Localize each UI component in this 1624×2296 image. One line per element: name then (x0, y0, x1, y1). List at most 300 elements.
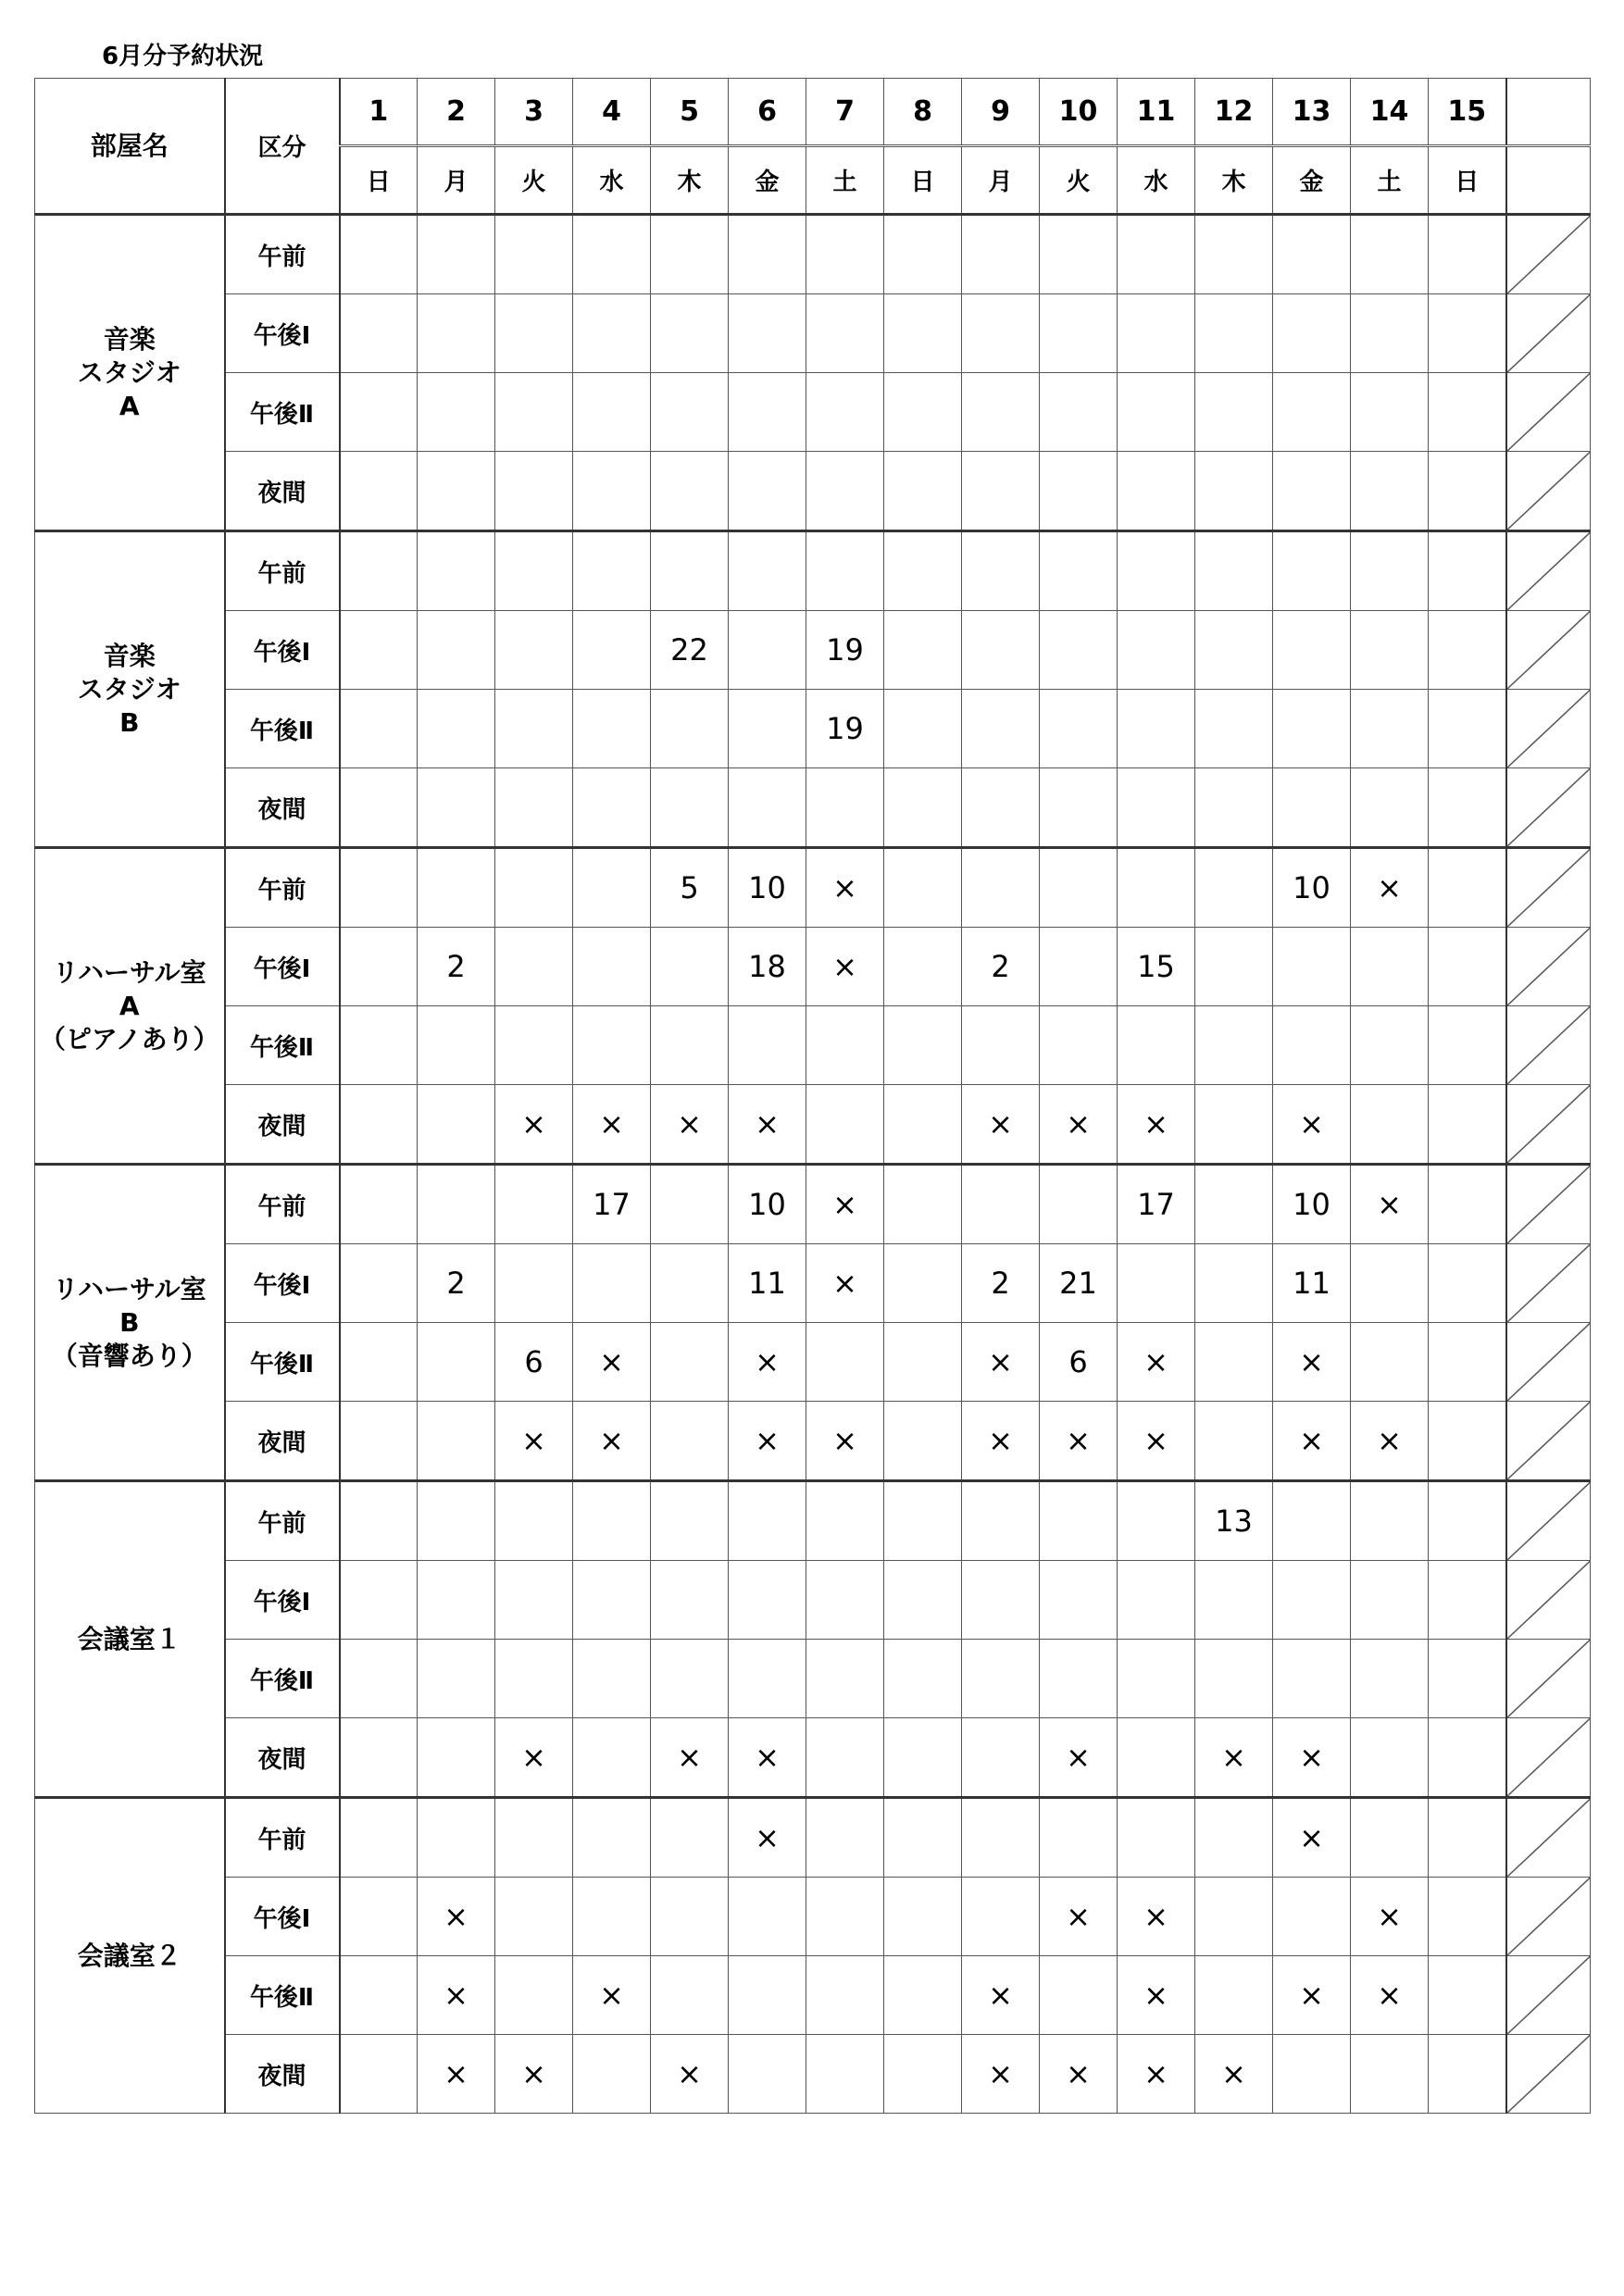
reservation-cell (806, 1561, 884, 1640)
day-number: 7 (806, 79, 884, 146)
slot-name: 夜間 (225, 452, 340, 531)
table-row (35, 452, 1591, 531)
room-name-line: リハーサル室 (52, 1273, 206, 1304)
reservation-cell: × (573, 1323, 651, 1402)
slot-name: 午後Ⅱ (225, 1006, 340, 1085)
room-name-line: B (119, 1306, 140, 1338)
reservation-cell (806, 215, 884, 294)
day-number: 1 (340, 79, 418, 146)
table-row (35, 2035, 1591, 2114)
weekday-label: 月 (962, 146, 1040, 215)
reservation-cell: × (1351, 848, 1429, 928)
room-name-line: （音響あり） (51, 1340, 207, 1371)
reservation-cell (495, 531, 573, 611)
day-number: 8 (884, 79, 962, 146)
reservation-cell (418, 1323, 495, 1402)
reservation-table (34, 78, 1591, 2114)
reservation-cell (1118, 531, 1195, 611)
room-name (35, 531, 225, 848)
reservation-cell: × (1195, 2035, 1273, 2114)
reservation-cell (1118, 1006, 1195, 1085)
reservation-cell (884, 1244, 962, 1323)
reservation-cell (573, 2035, 651, 2114)
reservation-cell (884, 452, 962, 531)
reservation-cell (495, 1165, 573, 1244)
reservation-cell (418, 215, 495, 294)
reservation-cell (1040, 1006, 1118, 1085)
reservation-cell (806, 1718, 884, 1798)
day-number: 11 (1118, 79, 1195, 146)
unused-cell (1506, 294, 1591, 373)
reservation-cell (573, 531, 651, 611)
reservation-cell (1273, 690, 1351, 768)
reservation-cell (573, 1006, 651, 1085)
reservation-cell (1273, 1481, 1351, 1561)
reservation-cell (418, 1798, 495, 1878)
reservation-cell: 2 (418, 1244, 495, 1323)
room-name (35, 1798, 225, 2114)
reservation-cell (1118, 373, 1195, 452)
reservation-cell (962, 294, 1040, 373)
reservation-cell (1040, 611, 1118, 690)
extra-column-header (1506, 146, 1591, 215)
reservation-cell: × (418, 1878, 495, 1956)
reservation-cell (495, 1244, 573, 1323)
reservation-cell (1040, 452, 1118, 531)
unused-cell (1506, 690, 1591, 768)
slot-name: 午前 (225, 1481, 340, 1561)
table-row (35, 373, 1591, 452)
reservation-cell (729, 2035, 806, 2114)
table-row (35, 1878, 1591, 1956)
reservation-cell (806, 294, 884, 373)
reservation-cell: × (1351, 1878, 1429, 1956)
table-row (35, 928, 1591, 1006)
reservation-cell: 2 (962, 928, 1040, 1006)
reservation-cell: 19 (806, 611, 884, 690)
reservation-cell (729, 373, 806, 452)
reservation-cell (418, 1481, 495, 1561)
reservation-cell: × (495, 1085, 573, 1165)
reservation-cell: × (418, 1956, 495, 2035)
reservation-cell (1429, 1640, 1506, 1718)
reservation-cell (495, 1878, 573, 1956)
reservation-cell: × (573, 1402, 651, 1481)
reservation-cell (1273, 452, 1351, 531)
reservation-cell: 10 (729, 1165, 806, 1244)
reservation-cell (1118, 768, 1195, 848)
reservation-cell: 10 (1273, 848, 1351, 928)
table-row (35, 1085, 1591, 1165)
room-name-line: A (119, 990, 140, 1021)
reservation-cell (1040, 1798, 1118, 1878)
day-number: 3 (495, 79, 573, 146)
reservation-cell (1351, 1798, 1429, 1878)
reservation-cell: 10 (729, 848, 806, 928)
reservation-cell (1351, 1718, 1429, 1798)
reservation-cell (806, 373, 884, 452)
reservation-cell (340, 690, 418, 768)
reservation-cell (418, 294, 495, 373)
weekday-label: 水 (573, 146, 651, 215)
unused-cell (1506, 611, 1591, 690)
unused-cell (1506, 215, 1591, 294)
reservation-cell (651, 1561, 729, 1640)
reservation-cell: 13 (1195, 1481, 1273, 1561)
reservation-cell (884, 768, 962, 848)
reservation-cell (1429, 1402, 1506, 1481)
reservation-cell: 5 (651, 848, 729, 928)
reservation-cell (418, 373, 495, 452)
day-number: 15 (1429, 79, 1506, 146)
reservation-cell: × (1040, 1878, 1118, 1956)
reservation-cell (1429, 2035, 1506, 2114)
reservation-cell (1351, 1640, 1429, 1718)
reservation-cell (1195, 1165, 1273, 1244)
reservation-cell (1118, 1798, 1195, 1878)
reservation-cell (1040, 531, 1118, 611)
reservation-cell (1040, 1561, 1118, 1640)
reservation-cell (1429, 1878, 1506, 1956)
reservation-cell (340, 1244, 418, 1323)
reservation-cell (884, 294, 962, 373)
reservation-cell (1429, 1165, 1506, 1244)
reservation-cell (573, 611, 651, 690)
reservation-cell (806, 1798, 884, 1878)
unused-cell (1506, 1006, 1591, 1085)
reservation-cell: × (1273, 1402, 1351, 1481)
reservation-cell (1040, 768, 1118, 848)
reservation-cell (962, 1640, 1040, 1718)
day-number: 2 (418, 79, 495, 146)
reservation-cell (340, 1561, 418, 1640)
reservation-cell (495, 373, 573, 452)
reservation-cell (495, 1640, 573, 1718)
reservation-cell (806, 1323, 884, 1402)
room-name-line: A (119, 390, 140, 421)
reservation-cell (962, 611, 1040, 690)
reservation-cell (340, 928, 418, 1006)
reservation-cell (340, 848, 418, 928)
reservation-cell: × (1195, 1718, 1273, 1798)
reservation-cell (651, 1956, 729, 2035)
reservation-cell (884, 1640, 962, 1718)
reservation-cell (1351, 531, 1429, 611)
reservation-cell (1273, 1878, 1351, 1956)
reservation-cell (495, 1481, 573, 1561)
reservation-cell (573, 768, 651, 848)
slot-header: 区分 (225, 79, 340, 215)
reservation-cell (1351, 294, 1429, 373)
reservation-cell (1118, 294, 1195, 373)
reservation-cell: × (651, 1085, 729, 1165)
reservation-cell (340, 531, 418, 611)
unused-cell (1506, 373, 1591, 452)
reservation-cell (1351, 611, 1429, 690)
reservation-cell (1195, 1956, 1273, 2035)
reservation-cell (1429, 928, 1506, 1006)
table-row (35, 1402, 1591, 1481)
reservation-cell (1351, 1561, 1429, 1640)
table-row (35, 611, 1591, 690)
reservation-cell (495, 928, 573, 1006)
weekday-label: 水 (1118, 146, 1195, 215)
reservation-cell: 22 (651, 611, 729, 690)
reservation-cell (651, 1878, 729, 1956)
reservation-cell (340, 1640, 418, 1718)
room-name-line: リハーサル室 (52, 956, 206, 988)
reservation-cell (340, 768, 418, 848)
reservation-cell (340, 1798, 418, 1878)
reservation-cell (884, 1561, 962, 1640)
weekday-label: 月 (418, 146, 495, 215)
reservation-cell (729, 1481, 806, 1561)
reservation-cell (1040, 690, 1118, 768)
reservation-cell (962, 1165, 1040, 1244)
reservation-cell (418, 1640, 495, 1718)
reservation-cell (1195, 690, 1273, 768)
day-number: 9 (962, 79, 1040, 146)
unused-cell (1506, 1956, 1591, 2035)
unused-cell (1506, 1481, 1591, 1561)
unused-cell (1506, 2035, 1591, 2114)
reservation-cell: × (1351, 1956, 1429, 2035)
reservation-cell (962, 373, 1040, 452)
reservation-cell (495, 690, 573, 768)
reservation-cell (1118, 452, 1195, 531)
reservation-cell: × (1040, 2035, 1118, 2114)
reservation-cell (651, 928, 729, 1006)
reservation-cell (884, 1323, 962, 1402)
reservation-cell (1429, 1323, 1506, 1402)
reservation-cell (1273, 1640, 1351, 1718)
reservation-cell (806, 1085, 884, 1165)
reservation-cell (962, 452, 1040, 531)
reservation-cell (1040, 294, 1118, 373)
reservation-cell (651, 1402, 729, 1481)
reservation-cell (340, 2035, 418, 2114)
slot-name: 午後Ⅰ (225, 1878, 340, 1956)
reservation-cell (1429, 848, 1506, 928)
reservation-cell (1429, 690, 1506, 768)
reservation-cell (806, 1481, 884, 1561)
reservation-cell (1040, 1956, 1118, 2035)
reservation-cell (573, 690, 651, 768)
table-row (35, 1718, 1591, 1798)
reservation-cell (495, 452, 573, 531)
reservation-cell (1273, 531, 1351, 611)
reservation-cell (651, 1165, 729, 1244)
reservation-cell (651, 690, 729, 768)
reservation-cell (1429, 1085, 1506, 1165)
reservation-cell (418, 690, 495, 768)
reservation-cell (573, 452, 651, 531)
table-row (35, 215, 1591, 294)
reservation-cell: × (573, 1085, 651, 1165)
reservation-cell (340, 1878, 418, 1956)
reservation-cell: 21 (1040, 1244, 1118, 1323)
reservation-cell (1351, 1481, 1429, 1561)
reservation-cell (1195, 611, 1273, 690)
slot-name: 午後Ⅰ (225, 928, 340, 1006)
day-number: 13 (1273, 79, 1351, 146)
reservation-cell (418, 1561, 495, 1640)
table-row (35, 1640, 1591, 1718)
weekday-label: 土 (1351, 146, 1429, 215)
slot-name: 午後Ⅰ (225, 1561, 340, 1640)
weekday-label: 日 (1429, 146, 1506, 215)
reservation-cell (1273, 373, 1351, 452)
reservation-cell (418, 768, 495, 848)
reservation-cell (651, 1640, 729, 1718)
reservation-cell: 2 (962, 1244, 1040, 1323)
room-header: 部屋名 (35, 79, 225, 215)
reservation-cell (1429, 373, 1506, 452)
reservation-cell (1195, 1640, 1273, 1718)
reservation-cell: × (1273, 1956, 1351, 2035)
reservation-cell (573, 1718, 651, 1798)
reservation-cell (1429, 1718, 1506, 1798)
slot-name: 午前 (225, 531, 340, 611)
reservation-cell (1195, 1402, 1273, 1481)
day-number: 12 (1195, 79, 1273, 146)
unused-cell (1506, 1878, 1591, 1956)
reservation-cell (1351, 1006, 1429, 1085)
room-name (35, 848, 225, 1165)
reservation-cell (573, 215, 651, 294)
reservation-cell (1351, 215, 1429, 294)
reservation-cell (884, 1481, 962, 1561)
reservation-cell (1273, 611, 1351, 690)
reservation-cell: × (495, 1718, 573, 1798)
reservation-cell (962, 768, 1040, 848)
reservation-cell: × (1118, 1085, 1195, 1165)
reservation-cell (1429, 1244, 1506, 1323)
slot-name: 夜間 (225, 1718, 340, 1798)
reservation-cell (1351, 928, 1429, 1006)
reservation-cell (1429, 1006, 1506, 1085)
reservation-cell (340, 1956, 418, 2035)
table-row (35, 1956, 1591, 2035)
unused-cell (1506, 928, 1591, 1006)
reservation-cell (1118, 848, 1195, 928)
weekday-label: 金 (729, 146, 806, 215)
reservation-cell (729, 1640, 806, 1718)
reservation-cell (1273, 1561, 1351, 1640)
weekday-label: 火 (495, 146, 573, 215)
reservation-cell (884, 1085, 962, 1165)
reservation-cell (1351, 452, 1429, 531)
reservation-cell (495, 848, 573, 928)
reservation-cell (884, 215, 962, 294)
reservation-cell (884, 1402, 962, 1481)
reservation-cell (1118, 1640, 1195, 1718)
slot-name: 夜間 (225, 768, 340, 848)
slot-name: 午後Ⅱ (225, 373, 340, 452)
table-row (35, 848, 1591, 928)
reservation-cell: × (806, 1402, 884, 1481)
reservation-cell (729, 452, 806, 531)
reservation-cell (1040, 848, 1118, 928)
reservation-cell: × (729, 1085, 806, 1165)
reservation-cell (418, 531, 495, 611)
reservation-cell (884, 1878, 962, 1956)
reservation-cell: 17 (1118, 1165, 1195, 1244)
reservation-cell: 6 (1040, 1323, 1118, 1402)
reservation-cell (651, 215, 729, 294)
reservation-cell: × (651, 2035, 729, 2114)
reservation-cell (651, 1798, 729, 1878)
reservation-cell (651, 1481, 729, 1561)
unused-cell (1506, 1561, 1591, 1640)
reservation-cell (495, 611, 573, 690)
page-title: 6月分予約状況 (102, 43, 264, 70)
day-number: 14 (1351, 79, 1429, 146)
reservation-cell (962, 1006, 1040, 1085)
reservation-cell (806, 1640, 884, 1718)
reservation-cell (1118, 1718, 1195, 1798)
reservation-cell: × (573, 1956, 651, 2035)
weekday-label: 金 (1273, 146, 1351, 215)
reservation-cell (884, 848, 962, 928)
reservation-cell (806, 452, 884, 531)
reservation-cell (806, 2035, 884, 2114)
reservation-cell (651, 452, 729, 531)
reservation-cell (573, 1640, 651, 1718)
reservation-cell (495, 215, 573, 294)
slot-name: 夜間 (225, 1402, 340, 1481)
reservation-cell (495, 1561, 573, 1640)
reservation-cell (1429, 1798, 1506, 1878)
table-row (35, 531, 1591, 611)
reservation-cell (1195, 1006, 1273, 1085)
reservation-cell: 6 (495, 1323, 573, 1402)
reservation-cell (962, 690, 1040, 768)
weekday-label: 日 (884, 146, 962, 215)
reservation-cell: 11 (1273, 1244, 1351, 1323)
reservation-cell: × (1273, 1085, 1351, 1165)
unused-cell (1506, 452, 1591, 531)
reservation-cell (1429, 1561, 1506, 1640)
reservation-cell (729, 1956, 806, 2035)
day-number: 10 (1040, 79, 1118, 146)
reservation-cell (729, 294, 806, 373)
weekday-label: 木 (1195, 146, 1273, 215)
slot-name: 午後Ⅱ (225, 690, 340, 768)
table-row (35, 1323, 1591, 1402)
reservation-cell (729, 768, 806, 848)
slot-name: 午後Ⅱ (225, 1956, 340, 2035)
reservation-cell: 19 (806, 690, 884, 768)
reservation-cell (806, 1956, 884, 2035)
reservation-cell (962, 215, 1040, 294)
table-row (35, 690, 1591, 768)
reservation-cell (1040, 1165, 1118, 1244)
slot-name: 午後Ⅰ (225, 294, 340, 373)
room-name-line: 音楽 (103, 323, 156, 355)
weekday-label: 木 (651, 146, 729, 215)
reservation-cell (729, 611, 806, 690)
slot-name: 午後Ⅰ (225, 611, 340, 690)
reservation-cell: × (1118, 2035, 1195, 2114)
slot-name: 午後Ⅰ (225, 1244, 340, 1323)
reservation-cell (340, 1165, 418, 1244)
reservation-cell (1195, 848, 1273, 928)
reservation-cell: × (962, 2035, 1040, 2114)
reservation-cell (1040, 1640, 1118, 1718)
reservation-cell: × (1351, 1165, 1429, 1244)
reservation-cell (573, 1798, 651, 1878)
